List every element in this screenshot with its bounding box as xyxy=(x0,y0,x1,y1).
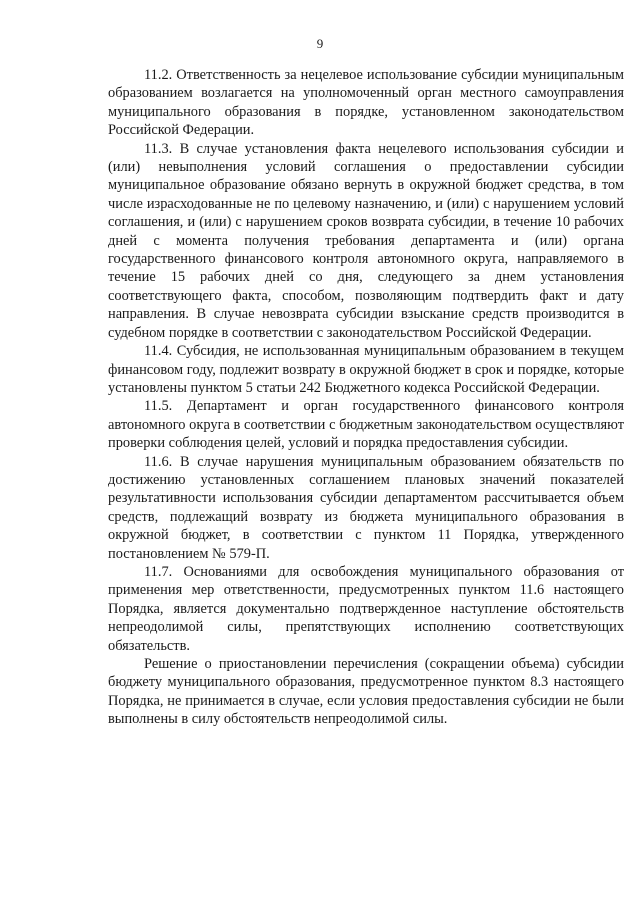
paragraph-decision: Решение о приостановлении перечисления (сокращении объема) субсидии бюджету муниципального образования, предусмотренное пунктом 8.3 настоящего Порядка, не принимается в случае, если условия предоставления субсидии не были выполнены в силу обстоятельств непреодолимой силы. xyxy=(108,656,624,728)
paragraph-11-2: 11.2. Ответственность за нецелевое использование субсидии муниципальным образованием возлагается на уполномоченный орган местного самоуправления муниципального образования в порядке, установленном законодательством Российской Федерации. xyxy=(108,67,624,139)
paragraph-11-6: 11.6. В случае нарушения муниципальным образованием обязательств по достижению установленных соглашением плановых значений показателей результативности использования субсидии департаментом рассчитывается объем средств, подлежащий возврату из бюджета муниципального образования в окружной бюджет, в соответствии с пунктом 11 Порядка, утвержденного постановлением № 579-П. xyxy=(108,453,624,562)
paragraph-11-5: 11.5. Департамент и орган государственного финансового контроля автономного округа в соответствии с бюджетным законодательством осуществляют проверки соблюдения целей, условий и порядка предоставления субсидии. xyxy=(108,398,624,452)
paragraph-11-3: 11.3. В случае установления факта нецелевого использования субсидии и (или) невыполнения условий соглашения о предоставлении субсидии муниципальное образование обязано вернуть в окружной бюджет средства, в том числе израсходованные не по целевому назначению, и (или) с нарушением условий соглашения, и (или) с нарушением сроков возврата субсидии, в течение 10 рабочих дней с момента получения требования департамента и (или) органа государственного финансового контроля автономного округа, направляемого в течение 15 рабочих дней со дня, следующего за днем установления соответствующего факта, способом, позволяющим подтвердить факт и дату направления. В случае невозврата субсидии взыскание средств производится в судебном порядке в соответствии с законодательством Российской Федерации. xyxy=(108,140,624,341)
document-body xyxy=(108,66,624,729)
paragraph-11-7: 11.7. Основаниями для освобождения муниципального образования от применения мер ответственности, предусмотренных пунктом 11.6 настоящего Порядка, является документально подтвержденное наступление обстоятельств непреодолимой силы, препятствующих исполнению соответствующих обязательств. xyxy=(108,563,624,654)
page-number: 9 xyxy=(316,36,324,51)
paragraph-11-4: 11.4. Субсидия, не использованная муниципальным образованием в текущем финансовом году, подлежит возврату в окружной бюджет в срок и порядке, которые установлены пунктом 5 статьи 242 Бюджетного кодекса Российской Федерации. xyxy=(108,343,624,396)
